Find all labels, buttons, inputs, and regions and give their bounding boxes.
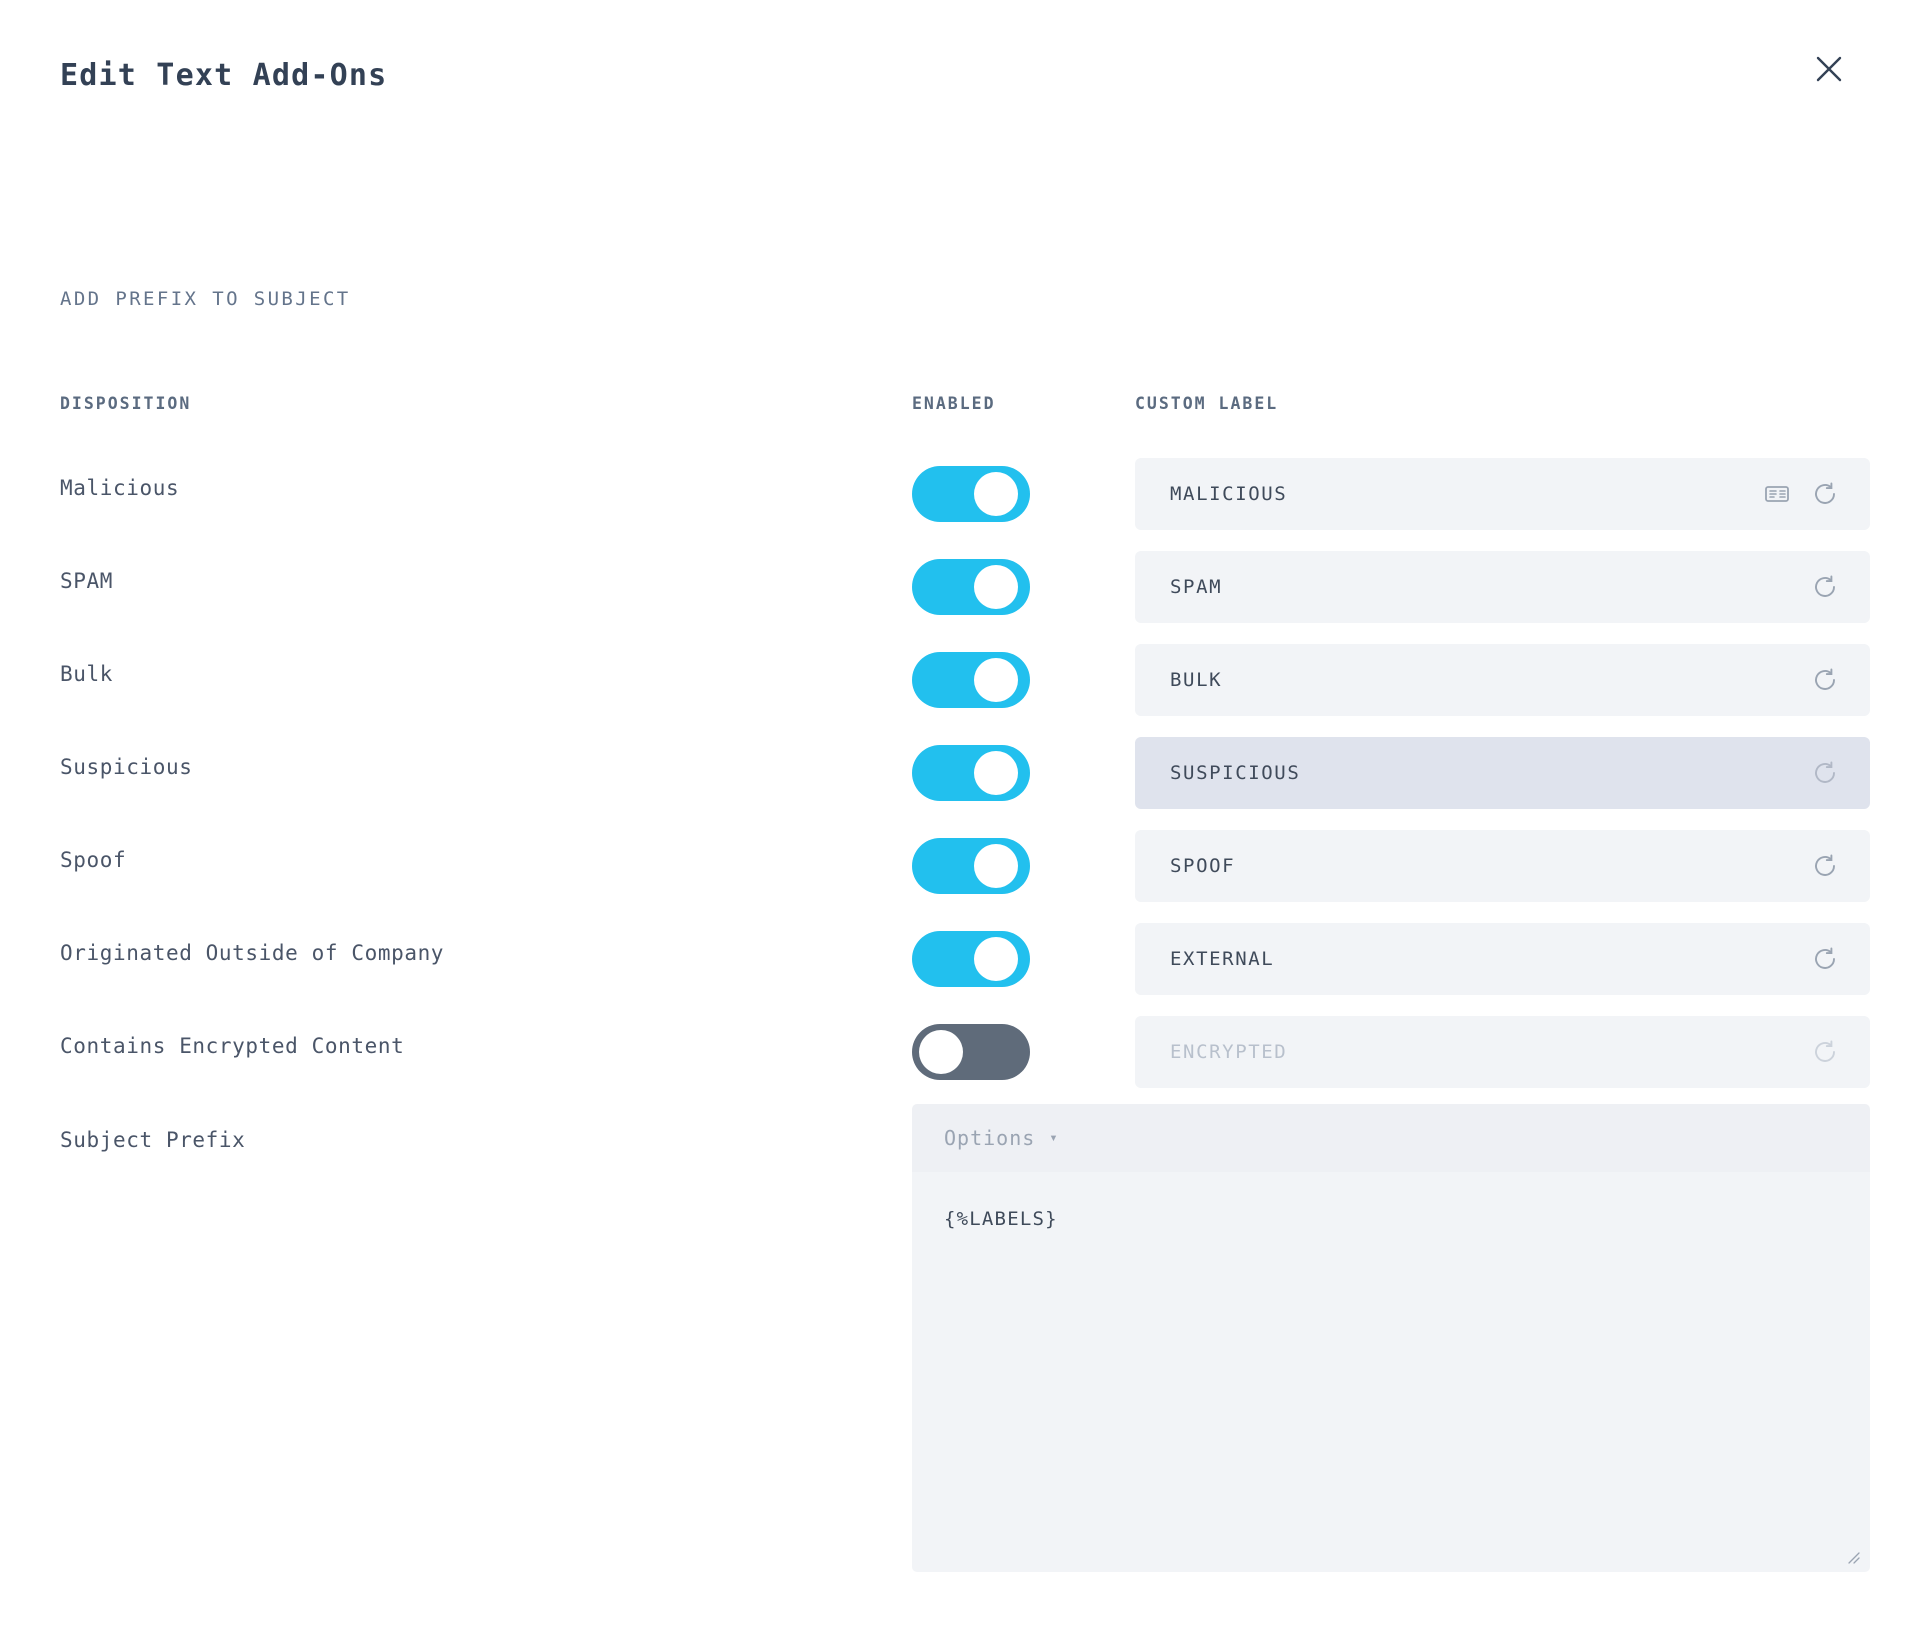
enabled-toggle[interactable] [912,559,1030,615]
toggle-knob [974,472,1018,516]
custom-label-value: SPAM [1170,576,1223,598]
reset-icon[interactable] [1810,479,1840,509]
table-row [0,636,1908,729]
toggle-knob [974,658,1018,702]
custom-label-input[interactable] [1135,830,1870,902]
toggle-knob [974,565,1018,609]
custom-label-input[interactable] [1135,458,1870,530]
toggle-knob [974,751,1018,795]
resize-handle-icon[interactable] [1844,1548,1862,1566]
enabled-toggle[interactable] [912,838,1030,894]
subject-prefix-value: {%LABELS} [944,1208,1058,1230]
custom-label-value: BULK [1170,669,1223,691]
table-row [0,450,1908,543]
reset-icon[interactable] [1810,851,1840,881]
enabled-toggle[interactable] [912,652,1030,708]
custom-label-value: ENCRYPTED [1170,1041,1288,1063]
field-icons [1810,944,1840,974]
custom-label-input[interactable] [1135,644,1870,716]
chevron-down-icon: ▾ [1049,1130,1058,1146]
options-dropdown[interactable] [912,1104,1870,1172]
custom-label-value: MALICIOUS [1170,483,1288,505]
page-title: Edit Text Add-Ons [60,58,388,93]
insert-variable-icon[interactable] [1762,479,1792,509]
toggle-knob [974,844,1018,888]
row-label: Contains Encrypted Content [60,1034,405,1058]
reset-icon[interactable] [1810,1037,1840,1067]
field-icons [1762,479,1840,509]
toggle-knob [974,937,1018,981]
field-icons [1810,851,1840,881]
enabled-toggle[interactable] [912,1024,1030,1080]
column-header-enabled: ENABLED [912,394,996,413]
row-label: Originated Outside of Company [60,941,445,965]
reset-icon[interactable] [1810,665,1840,695]
custom-label-value: SPOOF [1170,855,1236,877]
table-row [0,543,1908,636]
table-row [0,915,1908,1008]
custom-label-value: EXTERNAL [1170,948,1275,970]
table-row [0,729,1908,822]
row-label: SPAM [60,569,113,593]
options-label: Options [944,1126,1036,1150]
table-row [0,822,1908,915]
reset-icon[interactable] [1810,944,1840,974]
reset-icon[interactable] [1810,572,1840,602]
close-icon[interactable] [1808,48,1850,90]
custom-label-input[interactable] [1135,551,1870,623]
custom-label-value: SUSPICIOUS [1170,762,1301,784]
column-header-disposition: DISPOSITION [60,394,192,413]
toggle-knob [919,1030,963,1074]
table-row [0,1008,1908,1101]
custom-label-input[interactable] [1135,737,1870,809]
enabled-toggle[interactable] [912,745,1030,801]
reset-icon[interactable] [1810,758,1840,788]
custom-label-input[interactable] [1135,923,1870,995]
disposition-rows [0,450,1908,1101]
custom-label-input[interactable] [1135,1016,1870,1088]
field-icons [1810,1037,1840,1067]
enabled-toggle[interactable] [912,931,1030,987]
subject-prefix-textarea[interactable] [912,1172,1870,1572]
field-icons [1810,758,1840,788]
row-label: Suspicious [60,755,193,779]
section-title: ADD PREFIX TO SUBJECT [60,288,351,310]
field-icons [1810,572,1840,602]
subject-prefix-label: Subject Prefix [60,1128,246,1152]
row-label: Spoof [60,848,127,872]
row-label: Malicious [60,476,180,500]
enabled-toggle[interactable] [912,466,1030,522]
column-header-custom-label: CUSTOM LABEL [1135,394,1279,413]
row-label: Bulk [60,662,113,686]
field-icons [1810,665,1840,695]
